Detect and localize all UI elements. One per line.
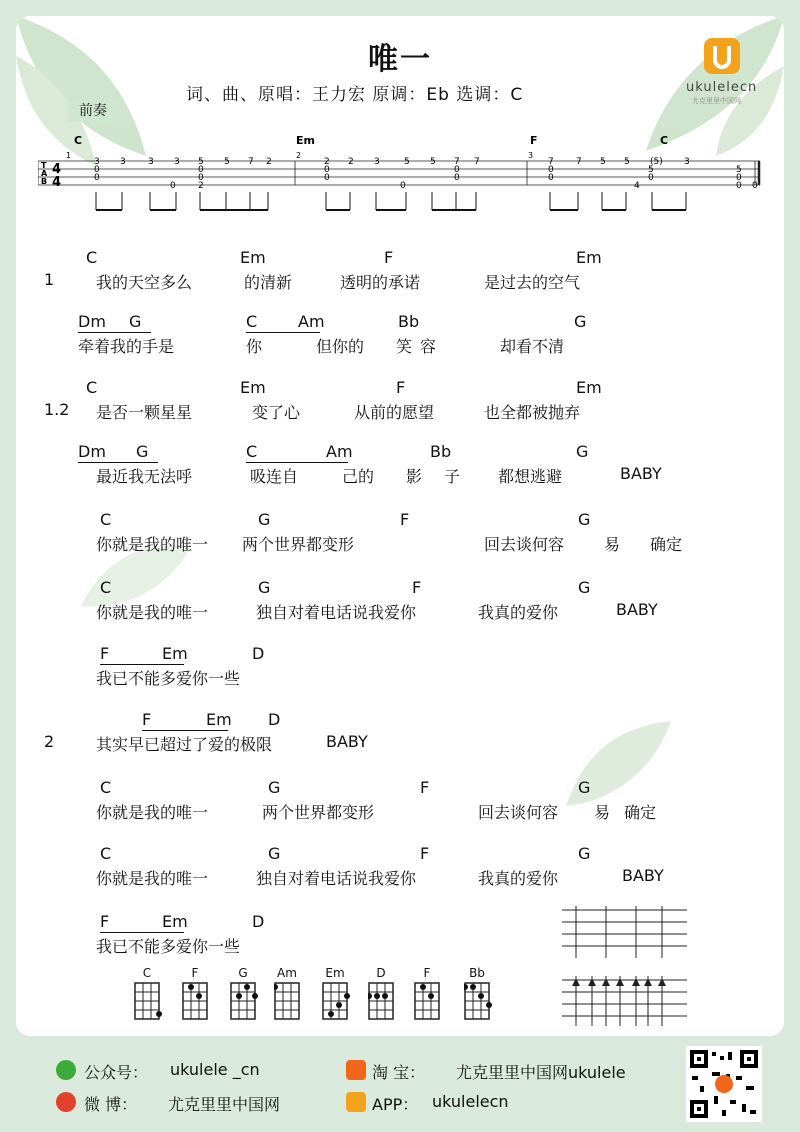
lyric-text: 吸连自	[250, 467, 299, 486]
tab-note: 5	[624, 157, 630, 167]
strum-pattern-diagram	[562, 902, 692, 1032]
chord-diagram-grid	[322, 982, 350, 1022]
lyric-text: 易	[604, 535, 621, 554]
lyric-text: 独自对着电话说我爱你	[256, 869, 417, 888]
chord-label: Em	[240, 248, 266, 267]
tab-note: 2	[266, 157, 272, 167]
tab-note: 3	[374, 157, 380, 167]
chord-label: F	[396, 378, 406, 397]
lyric-text: 我真的爱你	[478, 869, 559, 888]
tab-note: 0	[324, 173, 330, 183]
tab-chord-2: Em	[296, 134, 315, 147]
lyric-text: 的清新	[244, 273, 293, 292]
song-credits: 词、曲、原唱：王力宏 原调：Eb 选调：C	[186, 85, 524, 105]
tab-note: 5	[430, 157, 436, 167]
ukulele-logo-icon	[704, 38, 740, 74]
wechat-value: ukulele _cn	[170, 1060, 260, 1079]
tab-letter-t: T	[41, 161, 47, 170]
chord-label: G	[578, 578, 591, 597]
lyric-text: 我已不能多爱你一些	[96, 669, 241, 688]
lyric-text: 你就是我的唯一	[96, 535, 209, 554]
chord-label: G	[129, 312, 142, 331]
chord-label: Em	[206, 710, 232, 729]
chord-label: D	[252, 912, 265, 931]
chord-label: F	[384, 248, 394, 267]
chord-label: Em	[240, 378, 266, 397]
lyric-text: BABY	[622, 866, 664, 885]
lyric-text: 你就是我的唯一	[96, 803, 209, 822]
chord-label: D	[252, 644, 265, 663]
chord-label: G	[268, 844, 281, 863]
taobao-icon	[346, 1060, 366, 1080]
chord-diagram-grid	[182, 982, 210, 1022]
section-number: 1.2	[44, 400, 70, 419]
app-label: APP：	[372, 1095, 419, 1114]
tab-note: 7	[474, 157, 480, 167]
tab-note: 0	[94, 165, 100, 175]
tab-note: 0	[736, 173, 742, 183]
tab-chord-4: C	[660, 134, 669, 147]
chord-diagram-grid	[230, 982, 258, 1022]
chord-label: G	[258, 578, 271, 597]
lyric-text: BABY	[620, 464, 662, 483]
lyric-text: BABY	[616, 600, 658, 619]
logo-text: ukulelecn	[686, 80, 758, 95]
tab-note: 0	[454, 173, 460, 183]
lyric-text: 是过去的空气	[484, 273, 581, 292]
tab-note: 4	[634, 181, 640, 191]
taobao-value: 尤克里里中国网ukulele	[456, 1063, 626, 1082]
chord-diagram-name: C	[142, 966, 152, 980]
tab-chord-1: C	[74, 134, 83, 147]
wechat-icon	[56, 1060, 76, 1080]
chord-group-underline	[246, 332, 320, 333]
lyric-text: 独自对着电话说我爱你	[256, 603, 417, 622]
sheet-paper	[16, 16, 784, 1036]
chord-label: Em	[576, 378, 602, 397]
tab-note: 3	[148, 157, 154, 167]
chord-label: D	[268, 710, 281, 729]
tab-note: 2	[348, 157, 354, 167]
chord-label: C	[100, 510, 112, 529]
section-number: 1	[44, 270, 55, 289]
chord-diagram-name: G	[238, 966, 248, 980]
chord-group-underline	[78, 332, 151, 333]
chord-label: C	[246, 312, 258, 331]
tab-note: 7	[454, 157, 460, 167]
lyric-text: 笑	[396, 337, 413, 356]
chord-label: F	[420, 844, 430, 863]
logo-subtext: 尤克里里中国网	[692, 97, 741, 105]
tab-note: 2	[324, 157, 330, 167]
lyric-text: BABY	[326, 732, 368, 751]
chord-diagram-name: Em	[325, 966, 345, 980]
tab-letter-a: A	[41, 169, 48, 178]
tab-note: 3	[94, 157, 100, 167]
lyric-text: 从前的愿望	[354, 403, 435, 422]
lyric-text: 你就是我的唯一	[96, 603, 209, 622]
tab-note: 5	[198, 157, 204, 167]
leaf-decoration-mid-right	[556, 716, 676, 816]
chord-diagram-name: D	[376, 966, 386, 980]
chord-diagram-grid	[274, 982, 302, 1022]
weibo-label: 微 博：	[84, 1095, 138, 1114]
lyric-text: 己的	[342, 467, 375, 486]
chord-diagram-grid	[368, 982, 396, 1022]
tab-note: 3	[174, 157, 180, 167]
lyric-text: 你就是我的唯一	[96, 869, 209, 888]
chord-label: C	[100, 778, 112, 797]
chord-label: F	[100, 644, 110, 663]
lyric-text: 你	[246, 337, 263, 356]
tab-note: 0	[736, 181, 742, 191]
lyric-text: 影	[406, 467, 423, 486]
lyric-text: 我的天空多么	[96, 273, 193, 292]
chord-label: G	[268, 778, 281, 797]
tab-note: 7	[248, 157, 254, 167]
app-value: ukulelecn	[432, 1092, 509, 1111]
lyric-text: 我真的爱你	[478, 603, 559, 622]
wechat-label: 公众号：	[84, 1063, 149, 1082]
tab-note: 7	[548, 157, 554, 167]
tab-measure-2: 2	[296, 151, 302, 160]
chord-label: G	[136, 442, 149, 461]
chord-label: C	[86, 378, 98, 397]
lyric-text: 两个世界都变形	[262, 803, 375, 822]
chord-group-underline	[246, 462, 348, 463]
lyric-text: 容	[420, 337, 437, 356]
lyric-text: 最近我无法呼	[96, 467, 193, 486]
chord-label: G	[258, 510, 271, 529]
chord-diagram-name: F	[191, 966, 199, 980]
chord-label: Am	[298, 312, 325, 331]
lyric-text: 回去谈何容	[478, 803, 559, 822]
section-number: 2	[44, 732, 55, 751]
lyric-text: 都想逃避	[498, 467, 563, 486]
chord-label: C	[246, 442, 258, 461]
tab-note: 0	[324, 165, 330, 175]
chord-group-underline	[100, 664, 184, 665]
chord-label: F	[420, 778, 430, 797]
lyric-text: 两个世界都变形	[242, 535, 355, 554]
chord-label: G	[578, 510, 591, 529]
time-sig-bottom: 4	[52, 175, 62, 190]
chord-label: F	[100, 912, 110, 931]
tab-note: 3	[120, 157, 126, 167]
chord-label: C	[100, 844, 112, 863]
tab-note: 0	[648, 173, 654, 183]
lyric-text: 牵着我的手是	[78, 337, 175, 356]
chord-diagram-name: Bb	[469, 966, 485, 980]
taobao-label: 淘 宝：	[372, 1063, 426, 1082]
tab-note: 0	[198, 173, 204, 183]
lyric-text: 变了心	[252, 403, 301, 422]
tab-note: 0	[400, 181, 406, 191]
lyric-text: 回去谈何容	[484, 535, 565, 554]
tab-measure-1: 1	[66, 151, 72, 160]
lyric-text: 也全都被抛弃	[484, 403, 581, 422]
tab-note: 5	[404, 157, 410, 167]
song-title: 唯一	[368, 42, 432, 77]
lyric-text: 我已不能多爱你一些	[96, 937, 241, 956]
chord-label: Bb	[398, 312, 420, 331]
tab-note: 0	[752, 181, 758, 191]
chord-label: F	[400, 510, 410, 529]
tab-note: 5	[224, 157, 230, 167]
tab-note: 5	[648, 165, 654, 175]
lyric-text: 易	[594, 803, 611, 822]
tab-chord-3: F	[530, 134, 538, 147]
chord-label: Dm	[78, 312, 106, 331]
tab-note: 5	[600, 157, 606, 167]
chord-label: Bb	[430, 442, 452, 461]
chord-diagram-grid	[414, 982, 442, 1022]
lyric-text: 是否一颗星星	[96, 403, 193, 422]
chord-group-underline	[78, 462, 158, 463]
lyric-text: 确定	[650, 535, 683, 554]
footer	[0, 1036, 800, 1132]
qr-code-icon	[686, 1046, 762, 1122]
chord-label: G	[578, 844, 591, 863]
weibo-icon	[56, 1092, 76, 1112]
lyric-text: 但你的	[316, 337, 365, 356]
lyric-text: 其实早已超过了爱的极限	[96, 735, 273, 754]
chord-label: Em	[576, 248, 602, 267]
chord-diagram-name: Am	[277, 966, 297, 980]
chord-label: G	[576, 442, 589, 461]
tab-note: 0	[548, 165, 554, 175]
chord-label: G	[574, 312, 587, 331]
chord-label: G	[578, 778, 591, 797]
chord-label: Em	[162, 644, 188, 663]
app-icon	[346, 1092, 366, 1112]
intro-label: 前奏	[68, 100, 118, 122]
tab-note: (5)	[650, 157, 663, 167]
chord-label: F	[412, 578, 422, 597]
tab-note: 0	[170, 181, 176, 191]
chord-label: Em	[162, 912, 188, 931]
intro-tablature	[38, 134, 768, 234]
tab-note: 0	[548, 173, 554, 183]
chord-group-underline	[100, 932, 184, 933]
chord-label: Am	[326, 442, 353, 461]
chord-label: F	[142, 710, 152, 729]
tab-measure-3: 3	[528, 151, 534, 160]
lyric-text: 子	[444, 467, 461, 486]
chord-label: C	[100, 578, 112, 597]
tab-note: 5	[736, 165, 742, 175]
time-sig-top: 4	[52, 162, 62, 177]
tab-note: 0	[198, 165, 204, 175]
lyric-text: 确定	[624, 803, 657, 822]
tab-letter-b: B	[41, 177, 48, 186]
chord-label: C	[86, 248, 98, 267]
chord-label: Dm	[78, 442, 106, 461]
chord-diagram-name: F	[423, 966, 431, 980]
lyric-text: 透明的承诺	[340, 273, 421, 292]
tab-note: 0	[454, 165, 460, 175]
chord-diagram-grid	[464, 982, 492, 1022]
chord-group-underline	[142, 730, 228, 731]
tab-note: 2	[198, 181, 204, 191]
lyric-text: 却看不清	[500, 337, 565, 356]
weibo-value: 尤克里里中国网	[168, 1095, 281, 1114]
tab-note: 0	[94, 173, 100, 183]
tab-note: 3	[684, 157, 690, 167]
tab-note: 7	[576, 157, 582, 167]
chord-diagram-grid	[134, 982, 162, 1022]
